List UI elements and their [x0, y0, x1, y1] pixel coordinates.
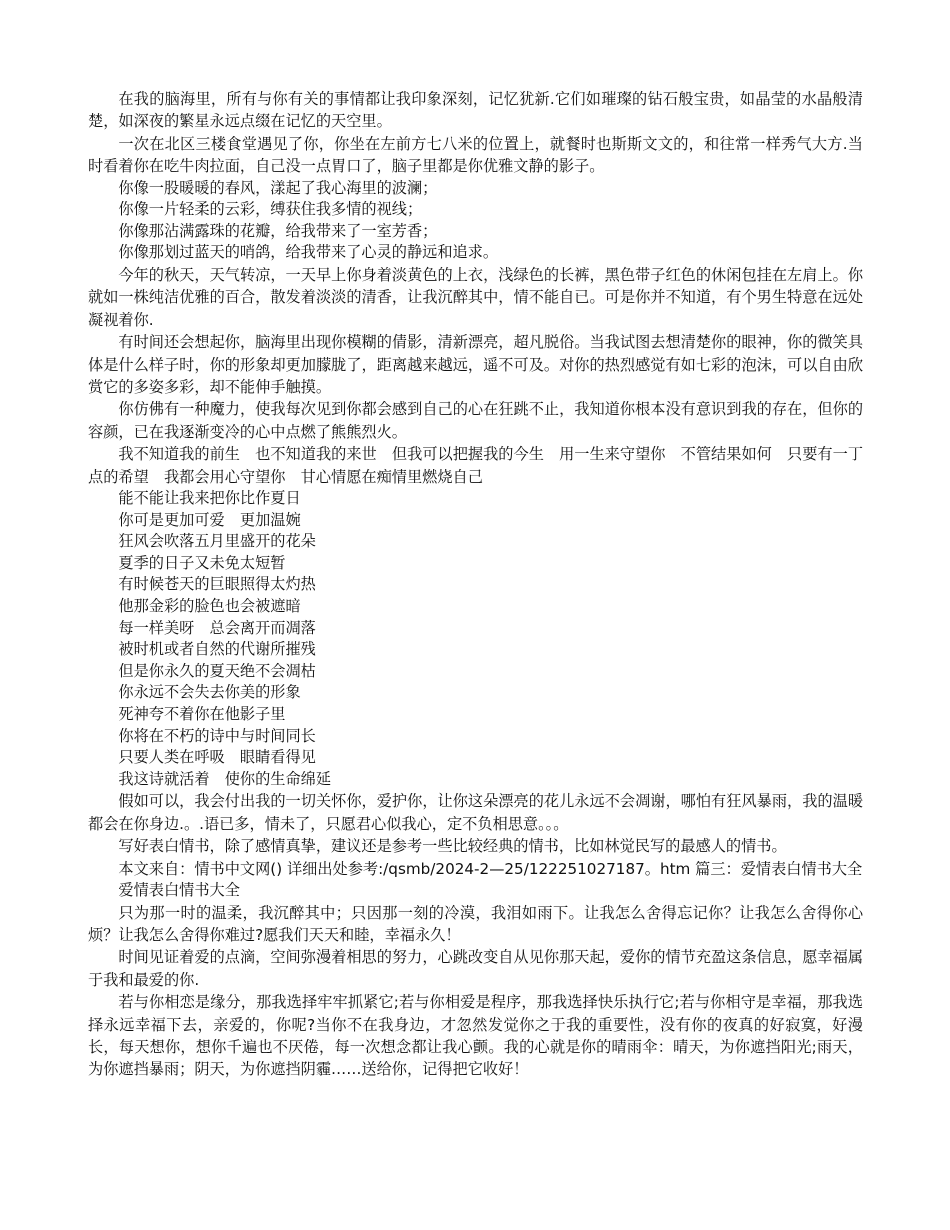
poem-line: 被时机或者自然的代谢所摧残 [118, 640, 316, 659]
paragraph: 你像那划过蓝天的哨鸽，给我带来了心灵的静远和追求。 [118, 243, 499, 262]
source-reference: 本文来自：情书中文网() 详细出处参考:/qsmb/2024-2—25/122251027187。htm 篇三：爱情表白情书大全 [118, 859, 863, 878]
poem-line: 他那金彩的脸色也会被遮暗 [118, 597, 301, 616]
poem-line: 每一样美呀 总会离开而凋落 [118, 618, 316, 637]
document-body [88, 88, 863, 1081]
poem-line: 能不能让我来把你比作夏日 [118, 489, 301, 508]
paragraph: 我不知道我的前生 也不知道我的来世 但我可以把握我的今生 用一生来守望你 不管结果如何 只要有一丁点的希望 我都会用心守望你 甘心情愿在痴情里燃烧自己 [88, 445, 863, 486]
paragraph: 你像一片轻柔的云彩，缚获住我多情的视线； [118, 200, 423, 219]
paragraph: 若与你相恋是缘分，那我选择牢牢抓紧它;若与你相爱是程序，那我选择快乐执行它;若与你相守是幸福，那我选择永远幸福下去，亲爱的，你呢?当你不在我身边，才忽然发觉你之于我的重要性，没有你的夜真的好寂寞，好漫长，每天想你，想你千遍也不厌倦，每一次想念都让我心颤。我的心就是你的晴雨伞：晴天，为你遮挡阳光;雨天，为你遮挡暴雨；阴天，为你遮挡阴霾……送给你，记得把它收好！ [88, 993, 863, 1079]
paragraph: 在我的脑海里，所有与你有关的事情都让我印象深刻，记忆犹新.它们如璀璨的钻石般宝贵，如晶莹的水晶般清楚，如深夜的繁星永远点缀在记忆的天空里。 [88, 90, 863, 131]
paragraph: 一次在北区三楼食堂遇见了你，你坐在左前方七八米的位置上，就餐时也斯斯文文的，和往常一样秀气大方.当时看着你在吃牛肉拉面，自己没一点胃口了，脑子里都是你优雅文静的影子。 [88, 134, 863, 176]
poem-line: 你永远不会失去你美的形象 [118, 683, 301, 702]
poem-line: 你将在不朽的诗中与时间同长 [118, 726, 316, 745]
paragraph: 有时间还会想起你，脑海里出现你模糊的倩影，清新漂亮，超凡脱俗。当我试图去想清楚你的眼神，你的微笑具体是什么样子时，你的形象却更加朦胧了，距离越来越远，遥不可及。对你的热烈感觉有如七彩的泡沫，可以自由欣赏它的多姿多彩，却不能伸手触摸。 [88, 333, 863, 397]
paragraph: 你像一股暖暖的春风，漾起了我心海里的波澜； [118, 178, 438, 197]
poem [88, 488, 863, 790]
poem-line: 你可是更加可爱 更加温婉 [118, 510, 301, 529]
section-heading: 爱情表白情书大全 [118, 881, 240, 899]
poem-line: 狂风会吹落五月里盛开的花朵 [118, 532, 316, 551]
poem-line: 我这诗就活着 使你的生命绵延 [118, 769, 332, 788]
paragraph: 只为那一时的温柔，我沉醉其中；只因那一刻的冷漠，我泪如雨下。让我怎么舍得忘记你？让我怎么舍得你心烦？让我怎么舍得你难过?愿我们天天和睦，幸福永久！ [88, 903, 863, 944]
paragraph: 你像那沾满露珠的花瓣，给我带来了一室芳香； [118, 221, 438, 240]
poem-line: 但是你永久的夏天绝不会凋枯 [118, 661, 316, 680]
paragraph: 时间见证着爱的点滴，空间弥漫着相思的努力，心跳改变自从见你那天起，爱你的情节充盈这条信息，愿幸福属于我和最爱的你. [88, 948, 863, 989]
poem-line: 死神夸不着你在他影子里 [118, 705, 286, 723]
poem-line: 夏季的日子又未免太短暂 [118, 553, 286, 572]
paragraph: 今年的秋天，天气转凉，一天早上你身着淡黄色的上衣，浅绿色的长裤，黑色带子红色的休闲包挂在左肩上。你就如一株纯洁优雅的百合，散发着淡淡的清香，让我沉醉其中，情不能自已。可是你并不知道，有个男生特意在远处凝视着你. [88, 266, 863, 329]
poem-line: 只要人类在呼吸 眼睛看得见 [118, 748, 316, 767]
poem-line: 有时候苍天的巨眼照得太灼热 [118, 575, 316, 594]
paragraph: 你仿佛有一种魔力，使我每次见到你都会感到自己的心在狂跳不止，我知道你根本没有意识到我的存在，但你的容颜，已在我逐渐变冷的心中点燃了熊熊烈火。 [88, 400, 863, 441]
paragraph: 写好表白情书，除了感情真挚，建议还是参考一些比较经典的情书，比如林觉民写的最感人的情书。 [118, 837, 787, 856]
paragraph: 假如可以，我会付出我的一切关怀你，爱护你，让你这朵漂亮的花儿永远不会凋谢，哪怕有狂风暴雨，我的温暖都会在你身边.。.语已多，情未了，只愿君心似我心，定不负相思意。。。 [88, 792, 863, 833]
